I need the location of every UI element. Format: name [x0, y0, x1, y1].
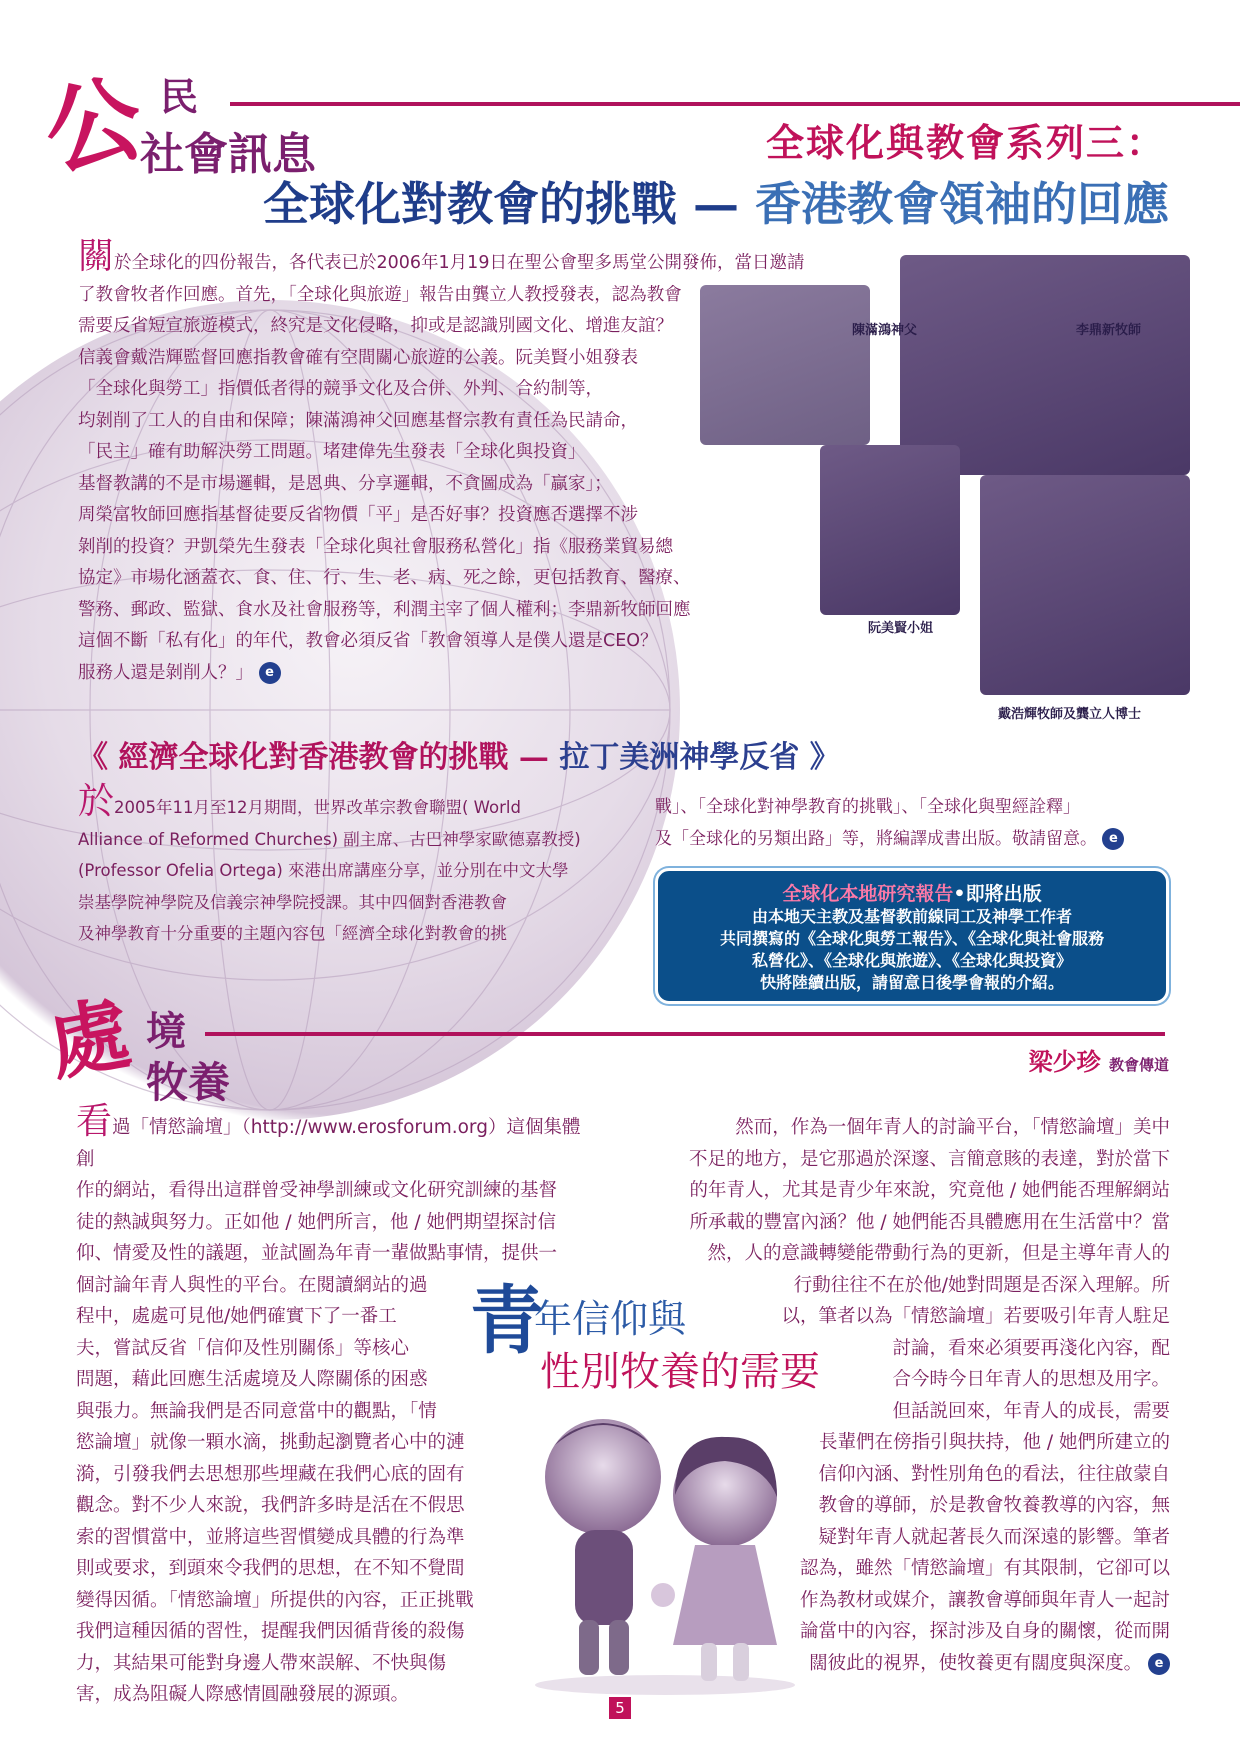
body-line: 合今時今日年青人的思想及用字。 — [892, 1369, 1170, 1390]
subsection-title-part1: 《 經濟全球化對香港教會的挑戰 — — [78, 740, 549, 775]
drop-cap: 於 — [78, 781, 115, 822]
body-line: 與張力。無論我們是否同意當中的觀點，「情 — [76, 1400, 437, 1422]
body-line: 作為教材或媒介，讓教會導師與年青人一起討 — [799, 1589, 1170, 1611]
article-title-line2 — [263, 168, 1169, 234]
body-line: 於2005年11月至12月期間，世界改革宗教會聯盟( World — [78, 781, 521, 822]
body-line: 索的習慣當中，並將這些習慣變成具體的行為準 — [76, 1526, 465, 1548]
article-title-line1: 全球化與教會系列三： — [765, 120, 1166, 165]
body-line: 個討論年青人與性的平台。在閱讀網站的過 — [76, 1274, 428, 1296]
body-line: (Professor Ofelia Ortega) 來港出席講座分享，並分別在中文大學 — [78, 861, 569, 880]
page-number: 5 — [609, 1697, 631, 1719]
center-title-big-char: 青 — [470, 1278, 544, 1364]
body-line: 力，其結果可能對身邊人帶來誤解、不快與傷 — [76, 1652, 447, 1674]
body-line: 程中，處處可見他/她們確實下了一番工 — [76, 1306, 397, 1327]
drop-cap: 關 — [78, 236, 115, 277]
photo-pastor-li — [900, 255, 1190, 475]
section2-heading-top: 境 — [146, 1009, 186, 1055]
box-heading: 全球化本地研究報告•即將出版 — [782, 883, 1042, 905]
body-line: 變得因循。「情慾論壇」所提供的內容，正正挑戰 — [76, 1589, 474, 1611]
body-line: 及「全球化的另類出路」等，將編譯成書出版。敬請留意。 e — [655, 824, 1175, 856]
body-line: 問題，藉此回應生活處境及人際關係的困惑 — [76, 1369, 428, 1390]
society-logo-icon: e — [1148, 1653, 1170, 1675]
body-line: 夫，嘗試反省「信仰及性別關係」等核心 — [76, 1337, 410, 1359]
body-line: 的年青人，尤其是青少年來說，究竟他 / 她們能否理解網站 — [689, 1180, 1170, 1201]
body-line: 關於全球化的四份報告，各代表已於2006年1月19日在聖公會聖多馬堂公開發佈，當日邀請 — [78, 236, 805, 277]
box-line: 私營化》、《全球化與旅遊》、《全球化與投資》 — [751, 951, 1072, 970]
section2-rule — [205, 1032, 1165, 1036]
article-title-line2-part1: 全球化對教會的挑戰 — — [262, 177, 739, 231]
body-line: 害，成為阻礙人際感情圓融發展的源頭。 — [76, 1684, 410, 1705]
body-line: 崇基學院神學院及信義宗神學院授課。其中四個對香港教會 — [78, 892, 507, 912]
subsection-title — [78, 732, 840, 776]
society-logo-icon: e — [1102, 828, 1124, 850]
forthcoming-reports-box — [655, 868, 1169, 1004]
drop-cap: 看 — [76, 1101, 113, 1142]
body-line: 及神學教育十分重要的主題內容包「經濟全球化對教會的挑 — [78, 924, 507, 943]
body-line: 信義會戴浩輝監督回應指教會確有空間關心旅遊的公義。阮美賢小姐發表 — [78, 347, 638, 368]
center-title-line1: 年信仰與 — [534, 1297, 687, 1341]
body-line: 以，筆者以為「情慾論壇」若要吸引年青人駐足 — [781, 1306, 1170, 1327]
body-line: 長輩們在傍指引與扶持，他 / 她們所建立的 — [819, 1432, 1170, 1453]
body-line: 然，人的意識轉變能帶動行為的更新，但是主導年青人的 — [707, 1243, 1170, 1264]
body-line: 疑對年青人就起著長久而深遠的影響。筆者 — [818, 1526, 1170, 1548]
photo-pastors-tai-kung — [980, 475, 1190, 695]
body-line: 然而，作為一個年青人的討論平台，「情慾論壇」美中 — [735, 1117, 1170, 1138]
body-line: 我們這種因循的習性，提醒我們因循背後的殺傷 — [76, 1621, 465, 1642]
body-line: 信仰內涵、對性別角色的看法，往往啟蒙自 — [818, 1463, 1170, 1485]
body-line: 看過「情慾論壇」（http://www.erosforum.org）這個集體創 — [76, 1101, 581, 1170]
center-title-line2: 性別牧養的需要 — [540, 1349, 820, 1395]
body-line: 了教會牧者作回應。首先，「全球化與旅遊」報告由龔立人教授發表，認為教會 — [78, 284, 682, 305]
section1-heading-bottom: 社會訊息 — [140, 129, 316, 180]
article-center-title — [470, 1262, 870, 1402]
section2-glyph: 處 — [41, 985, 137, 1093]
body-line: 剝削的投資？尹凱榮先生發表「全球化與社會服務私營化」指《服務業貿易總 — [78, 536, 673, 557]
body-line: 行動往往不在於他/她對問題是否深入理解。所 — [793, 1274, 1170, 1296]
body-line: 需要反省短宣旅遊模式，終究是文化侵略，抑或是認識別國文化、增進友誼？ — [78, 316, 673, 336]
body-line: 教會的導師，於是教會牧養教導的內容，無 — [818, 1495, 1170, 1516]
body-line: 「全球化與勞工」指價低者得的競爭文化及合併、外判、合約制等， — [78, 379, 603, 399]
body-line: 均剝削了工人的自由和保障；陳滿鴻神父回應基督宗教有責任為民請命， — [78, 410, 638, 431]
author-name: 梁少珍 — [1028, 1047, 1101, 1076]
caption-4: 戴浩輝牧師及龔立人博士 — [998, 707, 1142, 722]
body-line: 不足的地方，是它那過於深邃、言簡意賅的表達，對於當下 — [688, 1148, 1170, 1170]
section2-heading-bottom: 牧養 — [146, 1058, 231, 1107]
body-line: 觀念。對不少人來說，我們許多時是活在不假思 — [76, 1495, 465, 1516]
body-line: 基督教講的不是市場邏輯，是恩典、分享邏輯，不貪圖成為「贏家」； — [78, 473, 612, 494]
body-line: 闊彼此的視界，使牧養更有闊度與深度。 e — [640, 1648, 1170, 1680]
body-line: 徒的熱誠與努力。正如他 / 她們所言，他 / 她們期望探討信 — [76, 1211, 556, 1233]
section1-glyph: 公 — [34, 60, 153, 191]
society-logo-icon: e — [259, 662, 281, 684]
body-line: 討論，看來必須要再淺化內容，配 — [892, 1337, 1170, 1359]
body-line: Alliance of Reformed Churches) 副主席、古巴神學家歐德嘉教授) — [78, 829, 581, 849]
body-line: 警務、郵政、監獄、食水及社會服務等，利潤主宰了個人權利；李鼎新牧師回應 — [78, 599, 691, 620]
subsection-left-body — [78, 781, 598, 950]
body-line: 戰」、「全球化對神學教育的挑戰」、「全球化與聖經詮釋」 — [655, 797, 1080, 817]
box-line: 由本地天主教及基督教前線同工及神學工作者 — [751, 907, 1072, 926]
section1-rule — [230, 102, 1240, 106]
caption-2: 李鼎新牧師 — [1076, 323, 1142, 338]
body-line: 服務人還是剝削人？」 e — [78, 658, 918, 690]
caption-1: 陳滿鴻神父 — [852, 323, 918, 338]
subsection-right-body — [655, 792, 1175, 855]
author-byline — [1029, 1042, 1169, 1077]
section1-body — [78, 236, 918, 689]
section1-heading-top: 民 — [160, 75, 199, 119]
body-line: 這個不斷「私有化」的年代，教會必須反省「教會領導人是僕人還是CEO？ — [78, 631, 658, 651]
body-line: 仰、情愛及性的議題，並試圖為年青一輩做點事情，提供一 — [76, 1243, 558, 1264]
article-title-line2-part2: 香港教會領袖的回應 — [738, 177, 1169, 231]
caption-3: 阮美賢小姐 — [868, 621, 934, 636]
body-line: 「民主」確有助解決勞工問題。堵建偉先生發表「全球化與投資」 — [78, 442, 586, 462]
children-illustration — [515, 1405, 815, 1695]
box-line: 快將陸續出版，請留意日後學會報的介紹。 — [759, 973, 1064, 992]
box-line: 共同撰寫的《全球化與勞工報告》、《全球化與社會服務 — [719, 929, 1104, 948]
author-role: 教會傳道 — [1108, 1056, 1169, 1074]
body-line: 論當中的內容，探討涉及自身的關懷，從而開 — [799, 1621, 1170, 1642]
body-line: 但話説回來，年青人的成長，需要 — [892, 1400, 1170, 1422]
body-line: 所承載的豐富內涵？他 / 她們能否具體應用在生活當中？當 — [689, 1211, 1170, 1233]
body-line: 認為，雖然「情慾論壇」有其限制，它卻可以 — [799, 1558, 1170, 1579]
body-line: 慾論壇」就像一顆水滴，挑動起瀏覽者心中的漣 — [76, 1432, 465, 1453]
body-line: 則或要求，到頭來令我們的思想，在不知不覺間 — [76, 1558, 465, 1579]
subsection-title-part2: 拉丁美洲神學反省 》 — [548, 740, 840, 775]
body-line: 周榮富牧師回應指基督徒要反省物價「平」是否好事？投資應否選擇不涉 — [78, 505, 638, 525]
body-line: 作的網站，看得出這群曾受神學訓練或文化研究訓練的基督 — [76, 1180, 558, 1201]
body-line: 協定》市場化涵蓋衣、食、住、行、生、老、病、死之餘，更包括教育、醫療、 — [78, 568, 691, 588]
body-line: 漪，引發我們去思想那些埋藏在我們心底的固有 — [76, 1463, 465, 1485]
